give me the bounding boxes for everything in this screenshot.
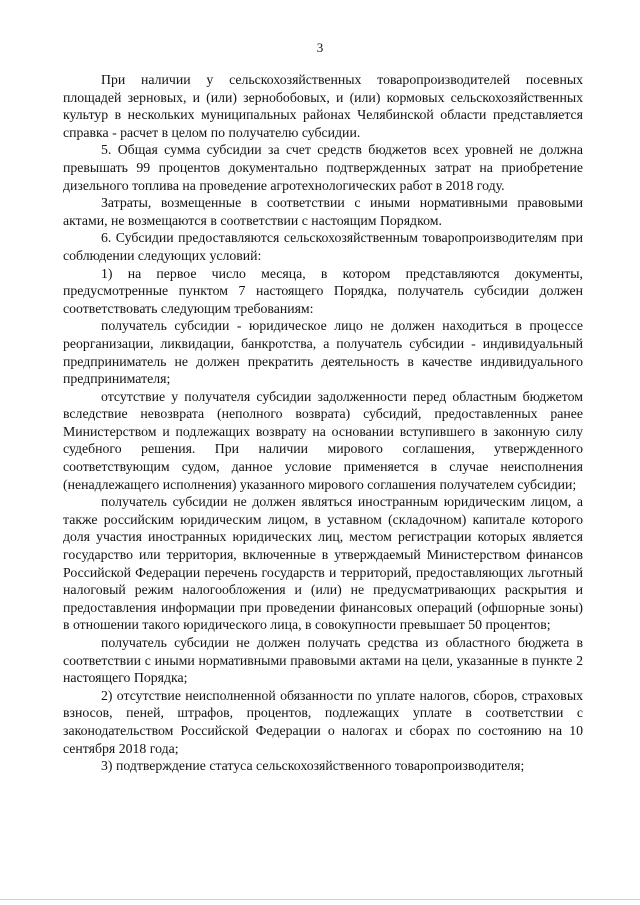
paragraph-no-debt: отсутствие у получателя субсидии задолженности перед областным бюджетом вследствие невозврата (неполного возврата) субсидий, предоставленных ранее Министерством и подлежащих возврату на основании вступившего в законную силу судебного решения. При наличии мирового соглашения, утвержденного соответствующим судом, данное условие применяется в случае неисполнения (ненадлежащего исполнения) указанного мирового соглашения получателем субсидии; <box>63 388 583 492</box>
paragraph-condition-2-no-tax-arrears: 2) отсутствие неисполненной обязанности по уплате налогов, сборов, страховых взносов, пеней, штрафов, процентов, подлежащих уплате в соответствии с законодательством Российской Федерации о налогах и сборах по состоянию на 10 сентября 2018 года; <box>63 687 583 756</box>
paragraph-condition-1-requirements: 1) на первое число месяца, в котором представляются документы, предусмотренные пунктом 7 настоящего Порядка, получатель субсидии должен соответствовать следующим требованиям: <box>63 265 583 316</box>
document-body <box>63 71 583 775</box>
paragraph-no-other-funds: получатель субсидии не должен получать средства из областного бюджета в соответствии с иными нормативными правовыми актами на цели, указанные в пункте 2 настоящего Порядка; <box>63 635 583 686</box>
paragraph-item-6-conditions: 6. Субсидии предоставляются сельскохозяйственным товаропроизводителям при соблюдении следующих условий: <box>63 230 583 263</box>
paragraph-item-5-subsidy-limit: 5. Общая сумма субсидии за счет средств бюджетов всех уровней не должна превышать 99 процентов документально подтвержденных затрат на приобретение дизельного топлива на проведение агротехнологических работ в 2018 году. <box>63 142 583 193</box>
paragraph-costs-not-reimbursed: Затраты, возмещенные в соответствии с иными нормативными правовыми актами, не возмещаются в соответствии с настоящим Порядком. <box>63 195 583 228</box>
scan-edge-line <box>0 899 640 900</box>
paragraph-area-certificate: При наличии у сельскохозяйственных товаропроизводителей посевных площадей зерновых, и (или) зернобобовых, и (или) кормовых сельскохозяйственных культур в нескольких муниципальных районах Челябинской области представляется справка - расчет в целом по получателю субсидии. <box>63 72 583 140</box>
paragraph-not-foreign-entity: получатель субсидии не должен являться иностранным юридическим лицом, а также российским юридическим лицом, в уставном (складочном) капитале которого доля участия иностранных юридических лиц, местом регистрации которых является государство или территория, включенные в утверждаемый Министерством финансов Российской Федерации перечень государств и территорий, предоставляющих льготный налоговый режим налогообложения и (или) не предусматривающих раскрытия и предоставления информации при проведении финансовых операций (офшорные зоны) в отношении такого юридического лица, в совокупности превышает 50 процентов; <box>63 494 583 633</box>
page-number: 3 <box>316 40 324 55</box>
paragraph-no-reorganization: получатель субсидии - юридическое лицо не должен находиться в процессе реорганизации, ликвидации, банкротства, а получатель субсидии - индивидуальный предприниматель не должен прекратить деятельность в качестве индивидуального предпринимателя; <box>63 318 583 387</box>
paragraph-condition-3-status: 3) подтверждение статуса сельскохозяйственного товаропроизводителя; <box>101 758 525 774</box>
